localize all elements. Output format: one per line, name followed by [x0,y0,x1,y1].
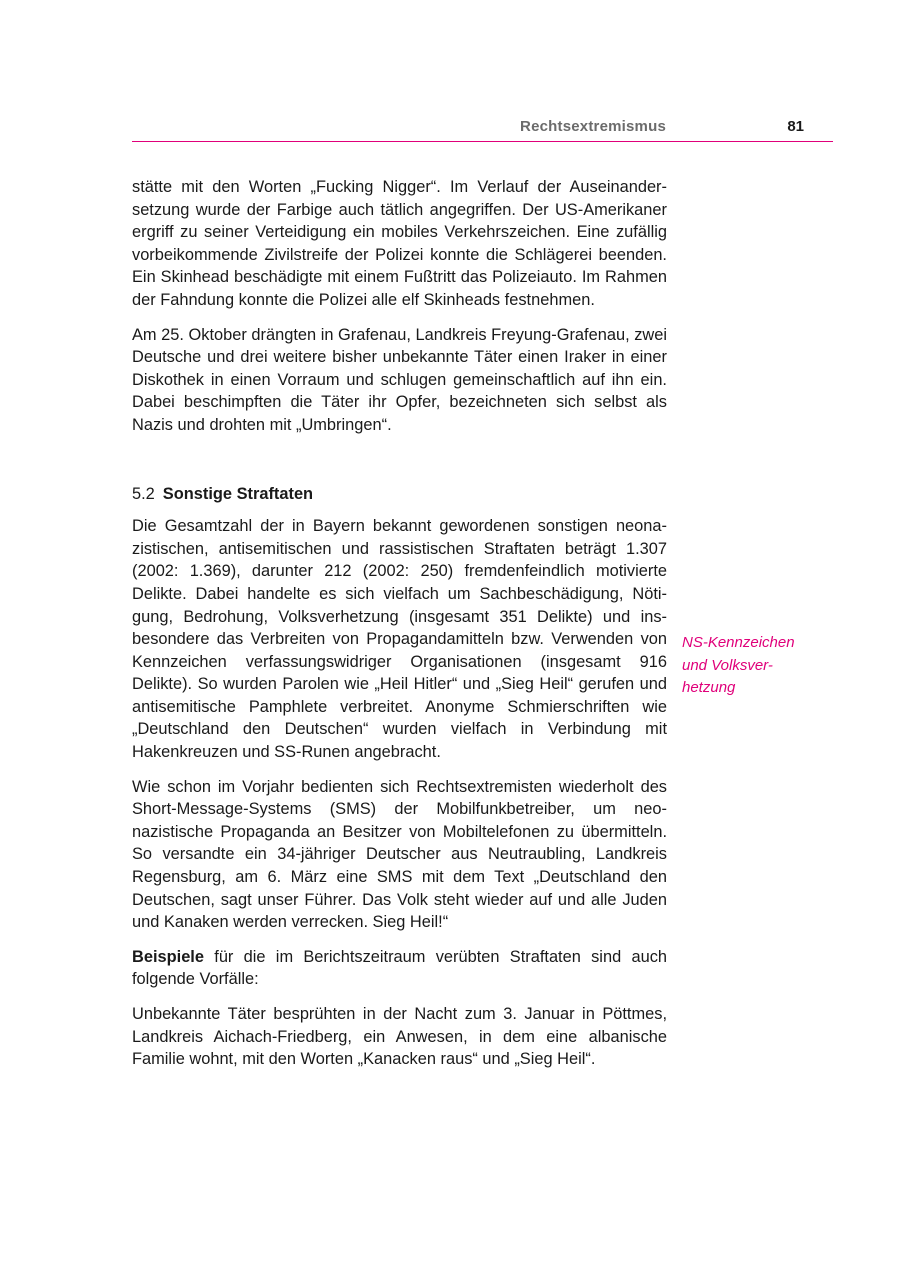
paragraph-4: Wie schon im Vorjahr bedienten sich Rechtsextremisten wiederholt des Short-Message-Systems (SMS) der Mobilfunkbetreiber, um neonazistische Propaganda an Besitzer von Mobiltelefonen zu übermitteln. So versandte ein 34-jähriger Deutscher aus Neutraubling, Landkreis Regensburg, am 6. März eine SMS mit dem Text „Deutschland den Deutschen, sagt unser Führer. Das Volk steht wieder auf und alle Juden und Kanaken werden verrecken. Sieg Heil!“ [132,777,667,932]
margin-note-line-2: und Volksver- [682,656,773,674]
examples-rest: für die im Berichtszeitraum verübten Straftaten sind auch folgende Vorfälle: [132,947,667,989]
paragraph-1: stätte mit den Worten „Fucking Nigger“. Im Verlauf der Auseinandersetzung wurde der Farbige auch tätlich angegriffen. Der US-Amerikaner ergriff zu seiner Verteidigung ein mobiles Verkehrszeichen. Eine zufällig vorbeikommende Zivilstreife der Polizei konnte die Schlägerei beenden. Ein Skinhead beschädigte mit einem Fußtritt das Polizeiauto. Im Rahmen der Fahndung konnte die Polizei alle elf Skinheads festnehmen. [132,178,667,309]
section-spacer [132,449,667,483]
paragraph-2: Am 25. Oktober drängten in Grafenau, Landkreis Freyung-Grafenau, zwei Deutsche und drei weitere bisher unbekannte Täter einen Iraker in einer Diskothek in einen Vorraum und schlugen gemeinschaftlich auf ihn ein. Dabei beschimpften die Täter ihr Opfer, bezeichneten sich selbst als Nazis und drohten mit „Umbringen“. [132,325,667,434]
section-heading [132,483,667,506]
paragraph-5 [132,946,667,991]
margin-note-line-3: hetzung [682,679,736,697]
main-text-column [132,176,667,1083]
paragraph-6: Unbekannte Täter besprühten in der Nacht zum 3. Januar in Pöttmes, Landkreis Aichach-Friedberg, ein Anwesen, in dem eine albanische Familie wohnt, mit den Worten „Kanacken raus“ und „Sieg Heil“. [132,1005,667,1069]
section-number: 5.2 [132,484,155,503]
margin-note [682,632,832,700]
header-rule [132,141,833,142]
margin-note-line-1: NS-Kennzeichen [682,634,795,651]
running-head-section: Rechtsextremismus [520,118,666,135]
paragraph-3: Die Gesamtzahl der in Bayern bekannt gewordenen sonstigen neonazistischen, antisemitischen und rassistischen Straftaten beträgt 1.307 (2002: 1.369), darunter 212 (2002: 250) fremdenfeindlich motivierte Delikte. Dabei handelte es sich vielfach um Sachbeschädigung, Nötigung, Bedrohung, Volksverhetzung (insgesamt 351 Delikte) und insbesondere das Verbreiten von Propagandamitteln bzw. Verwenden von Kennzeichen verfassungswidriger Organisationen (insgesamt 916 Delikte). So wurden Parolen wie „Heil Hitler“ und „Sieg Heil“ gerufen und antisemitische Pamphlete verbreitet. Anonyme Schmierschriften wie „Deutschland den Deutschen“ wurden vielfach in Verbindung mit Hakenkreuzen und SS-Runen angebracht. [132,517,667,762]
page-number: 81 [787,118,804,135]
section-title: Sonstige Straftaten [162,484,314,503]
running-head [132,118,832,142]
examples-lead: Beispiele [132,947,204,966]
